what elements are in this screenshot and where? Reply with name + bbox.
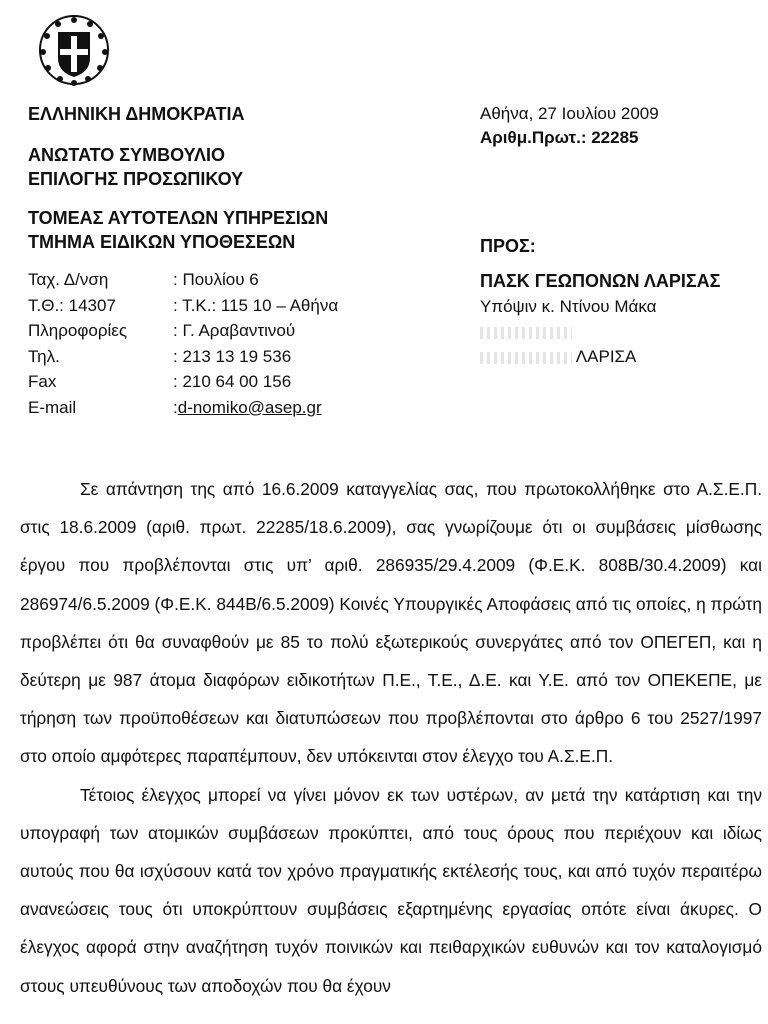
- body-paragraph: Τέτοιος έλεγχος μπορεί να γίνει μόνον εκ των υστέρων, αν μετά την κατάρτιση και την υπογραφή των ατομικών συμβάσεων προκύπτει, από τους όρους που περιέχουν και ιδίως αυτούς που θα ισχύσουν κατά τον χρόνο πραγματικής εκτέλεσής τους, και από τυχόν περαιτέρω ανανεώσεις τους ότι υποκρύπτουν συμβάσεις εξαρτημένης εργασίας οπότε είναι άκυρες. Ο έλεγχος αφορά στην αναζήτηση τυχόν ποινικών και πειθαρχικών ευθυνών και τον καταλογισμό στους υπευθύνους των αποδοχών που θα έχουν: [20, 784, 762, 996]
- contact-label: Ταχ. Δ/νση: [28, 270, 109, 289]
- contact-details: [28, 267, 338, 420]
- contact-value: : Γ. Αραβαντινού: [173, 321, 296, 340]
- council-name-line1: ΑΝΩΤΑΤΟ ΣΥΜΒΟΥΛΙΟ: [28, 145, 225, 165]
- letter-body: [20, 470, 762, 1005]
- contact-separator: :: [173, 397, 178, 417]
- protocol-number: Αριθμ.Πρωτ.: 22285: [480, 128, 639, 147]
- contact-row-pobox: [28, 293, 338, 319]
- redaction-mark: [480, 352, 572, 364]
- council-name: [28, 143, 243, 191]
- sector-line: ΤΟΜΕΑΣ ΑΥΤΟΤΕΛΩΝ ΥΠΗΡΕΣΙΩΝ: [28, 208, 329, 228]
- contact-label: Τ.Θ.: 14307: [28, 295, 116, 315]
- contact-value: : 210 64 00 156: [173, 372, 292, 391]
- recipient-attention: Υπόψιν κ. Ντίνου Μάκα: [480, 297, 657, 316]
- department-line: ΤΜΗΜΑ ΕΙΔΙΚΩΝ ΥΠΟΘΕΣΕΩΝ: [28, 232, 296, 252]
- contact-row-info: [28, 318, 338, 344]
- contact-label: Fax: [28, 372, 57, 391]
- council-name-line2: ΕΠΙΛΟΓΗΣ ΠΡΟΣΩΠΙΚΟΥ: [28, 169, 244, 189]
- recipient-name: ΠΑΣΚ ΓΕΩΠΟΝΩΝ ΛΑΡΙΣΑΣ: [480, 271, 721, 291]
- contact-value: : 213 13 19 536: [173, 346, 292, 366]
- letter-date: Αθήνα, 27 Ιουλίου 2009: [480, 104, 659, 123]
- redaction-mark: [480, 327, 572, 339]
- recipient-label: ΠΡΟΣ:: [480, 236, 536, 256]
- greek-coat-of-arms-icon: [38, 14, 110, 86]
- recipient-city-line: [480, 344, 720, 369]
- contact-row-fax: [28, 369, 338, 395]
- email-link[interactable]: d-nomiko@asep.gr: [177, 397, 322, 417]
- contact-row-email: [28, 395, 338, 421]
- country-title: ΕΛΛΗΝΙΚΗ ΔΗΜΟΚΡΑΤΙΑ: [28, 104, 245, 124]
- contact-row-address: [28, 267, 338, 293]
- contact-label: Πληροφορίες: [28, 321, 128, 340]
- redacted-address-line: [480, 319, 720, 344]
- department-name: [28, 206, 328, 254]
- recipient-block: [480, 269, 720, 369]
- contact-row-phone: [28, 344, 338, 370]
- recipient-city: ΛΑΡΙΣΑ: [575, 347, 637, 366]
- contact-value: : Πουλίου 6: [173, 270, 259, 289]
- contact-label: Τηλ.: [28, 346, 60, 366]
- contact-label: E-mail: [28, 397, 77, 417]
- body-paragraph: Σε απάντηση της από 16.6.2009 καταγγελίας σας, που πρωτοκολλήθηκε στο Α.Σ.Ε.Π. στις 18.6.2009 (αριθ. πρωτ. 22285/18.6.2009), σας γνωρίζουμε ότι οι συμβάσεις μίσθωσης έργου που προβλέπονται στις υπ’ αριθ. 286935/29.4.2009 (Φ.Ε.Κ. 808Β/30.4.2009) και 286974/6.5.2009 (Φ.Ε.Κ. 844Β/6.5.2009) Κοινές Υπουργικές Αποφάσεις από τις οποίες, η πρώτη προβλέπει ότι θα συναφθούν με 85 το πολύ εξωτερικούς συνεργάτες από τον ΟΠΕΓΕΠ, και η δεύτερη με 987 άτομα διαφόρων ειδικοτήτων Π.Ε., Τ.Ε., Δ.Ε. και Υ.Ε. από τον ΟΠΕΚΕΠΕ, με τήρηση των προϋποθέσεων και διατυπώσεων που προβλέπονται στο άρθρο 6 του 2527/1997 στο οποίο αμφότερες παραπέμπουν, δεν υπόκεινται στον έλεγχο του Α.Σ.Ε.Π.: [20, 479, 762, 767]
- contact-value: : Τ.Κ.: 115 10 – Αθήνα: [173, 295, 339, 315]
